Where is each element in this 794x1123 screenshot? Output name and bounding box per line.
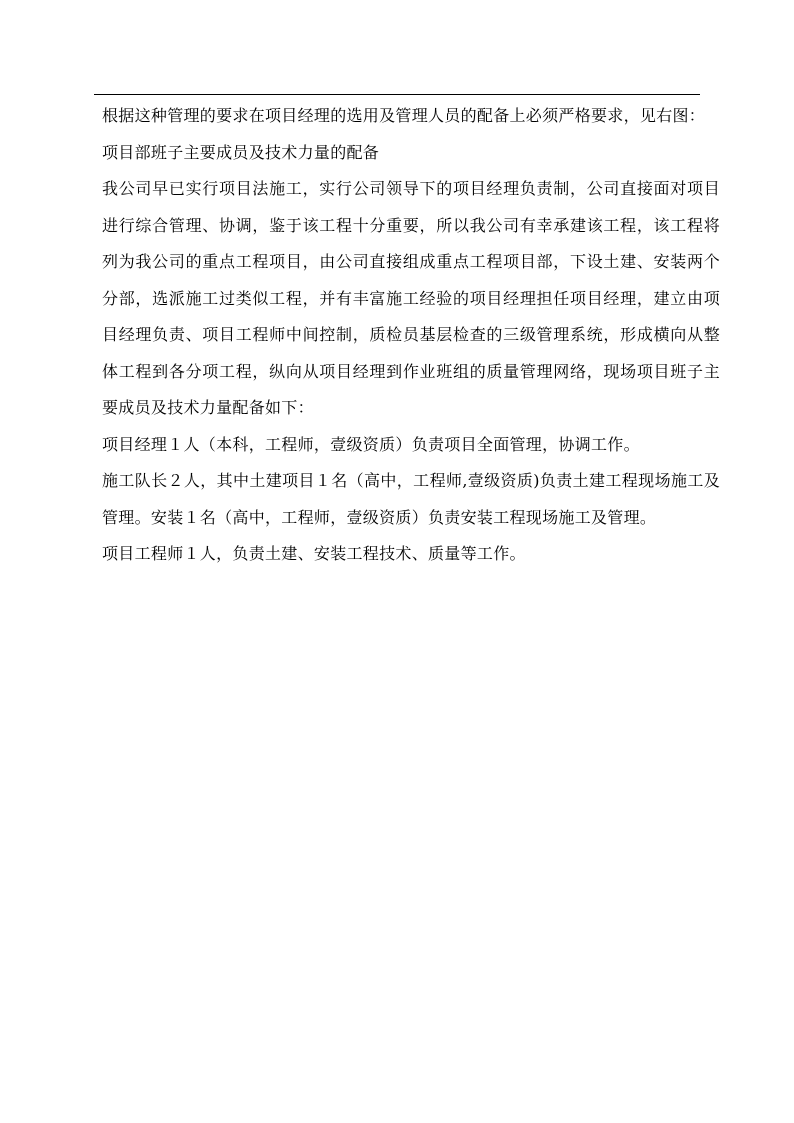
header-rule: [94, 94, 700, 95]
document-body: [102, 98, 720, 573]
paragraph-project-engineer: 项目工程师１人，负责土建、安装工程技术、质量等工作。: [102, 544, 526, 563]
section-heading-team-staffing: 项目部班子主要成员及技术力量的配备: [102, 142, 380, 162]
paragraph-construction-leaders: 施工队长２人，其中土建项目１名（高中，工程师,壹级资质)负责土建工程现场施工及管理。安装１名（高中，工程师，壹级资质）负责安装工程现场施工及管理。: [102, 471, 720, 527]
paragraph-project-manager: 项目经理１人（本科，工程师，壹级资质）负责项目全面管理，协调工作。: [102, 434, 640, 454]
paragraph-management-requirements: 根据这种管理的要求在项目经理的选用及管理人员的配备上必须严格要求，见右图：: [102, 106, 706, 125]
paragraph-project-organization: 我公司早已实行项目法施工，实行公司领导下的项目经理负责制，公司直接面对项目进行综合管理、协调，鉴于该工程十分重要，所以我公司有幸承建该工程，该工程将列为我公司的重点工程项目，由公司直接组成重点工程项目部，下设土建、安装两个分部，选派施工过类似工程，并有丰富施工经验的项目经理担任项目经理，建立由项目经理负责、项目工程师中间控制，质检员基层检查的三级管理系统，形成横向从整体工程到各分项工程，纵向从项目经理到作业班组的质量管理网络，现场项目班子主要成员及技术力量配备如下：: [102, 179, 720, 417]
